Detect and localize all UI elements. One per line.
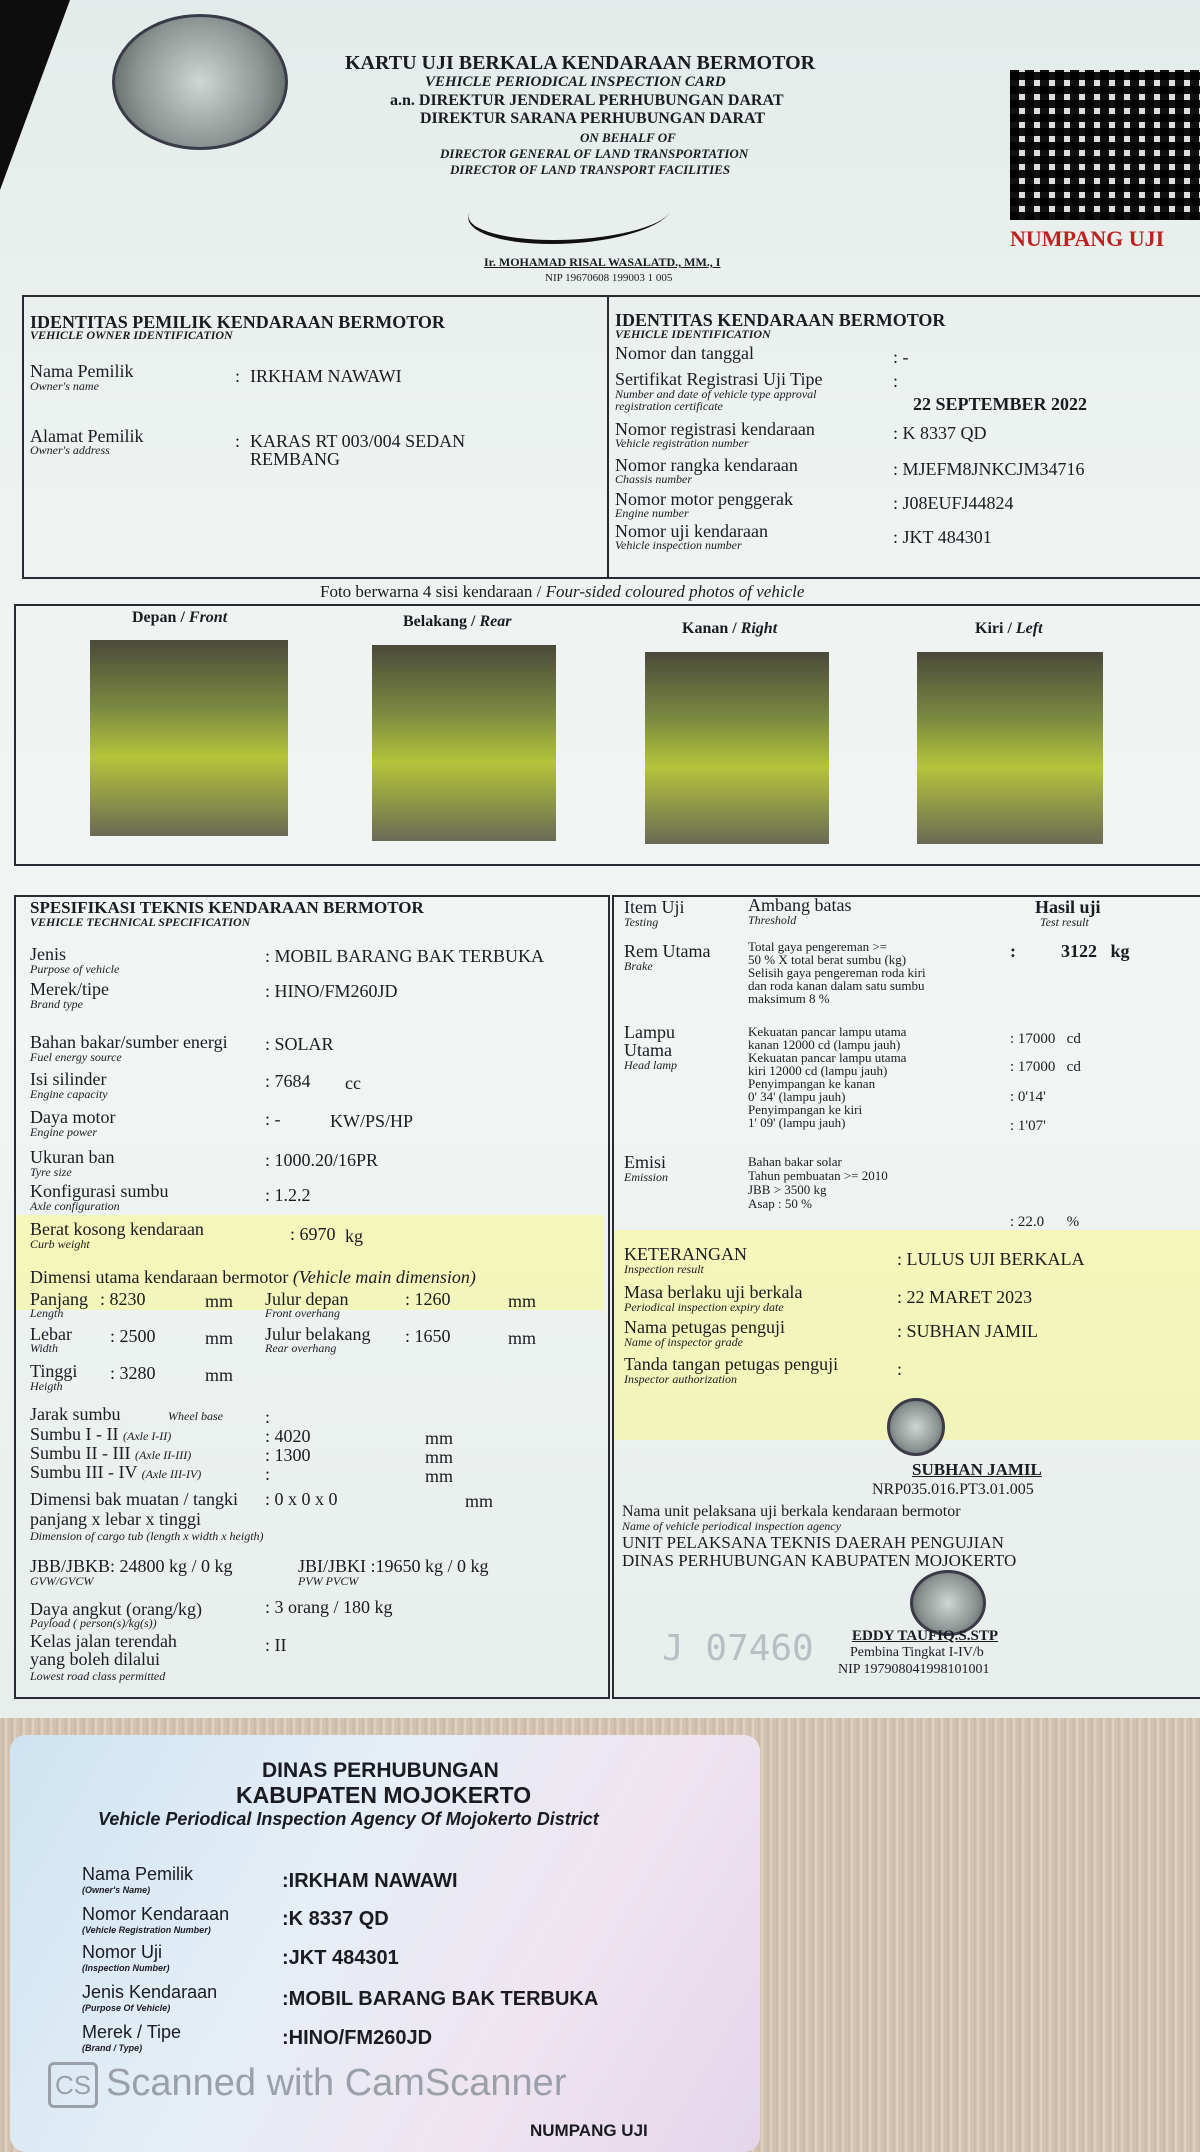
brake-label-en: Brake	[624, 959, 653, 973]
spec-value: : MOBIL BARANG BAK TERBUKA	[265, 946, 545, 966]
authorization-label-en: Inspector authorization	[624, 1372, 737, 1386]
card-row-label: Merek / Tipe	[82, 2022, 182, 2042]
vehicle-id-row-label: Nomor registrasi kendaraan	[615, 419, 815, 439]
spec-label	[30, 1444, 191, 1462]
spec-label: Bahan bakar/sumber energi	[30, 1032, 228, 1052]
qr-code[interactable]	[1010, 70, 1200, 220]
owner-address-label: Alamat Pemilik	[30, 426, 144, 446]
spec-label: Ukuran ban	[30, 1147, 115, 1167]
header-subtitle: VEHICLE PERIODICAL INSPECTION CARD	[425, 74, 726, 90]
agency-head-name: EDDY TAUFIQ.S.STP	[852, 1628, 999, 1644]
truck-photo-rear[interactable]	[372, 645, 556, 841]
spec-value: : -	[265, 1109, 281, 1129]
authorization-label: Tanda tangan petugas penguji	[624, 1354, 839, 1374]
vehicle-id-row-value: : JKT 484301	[893, 527, 992, 547]
vehicle-id-row-label: Nomor uji kendaraan	[615, 521, 768, 541]
inspector-name: SUBHAN JAMIL	[912, 1460, 1042, 1479]
spec-unit: kg	[345, 1226, 363, 1246]
value-text: JKT 484301	[902, 527, 992, 547]
spec-label-en: PVW PVCW	[298, 1574, 359, 1588]
lamp-result-left: : 17000 cd	[1010, 1059, 1081, 1075]
agency-head-nip: NIP 197908041998101001	[838, 1662, 990, 1677]
emission-threshold	[748, 1155, 888, 1211]
spec-value: : 1260	[405, 1289, 451, 1309]
spec-label: yang boleh dilalui	[30, 1649, 160, 1669]
value-text: 1300	[274, 1445, 311, 1465]
spec-label-en: Width	[30, 1341, 59, 1355]
spec-unit: KW/PS/HP	[330, 1111, 414, 1131]
spec-label-en: Engine power	[30, 1125, 97, 1139]
card-row-label: Nama Pemilik	[82, 1864, 194, 1884]
expiry-label-en: Periodical inspection expiry date	[624, 1300, 784, 1314]
spec-label-en: Tyre size	[30, 1165, 72, 1179]
value-text: 4020	[274, 1426, 311, 1446]
vehicle-id-title: IDENTITAS KENDARAAN BERMOTOR	[615, 310, 946, 330]
axle-label: Sumbu III - IV	[30, 1462, 138, 1482]
emission-result: : 22.0 %	[1010, 1214, 1080, 1230]
jbb-label: JBB/JBKB	[30, 1556, 111, 1576]
spec-label-en: Fuel energy source	[30, 1050, 122, 1064]
brake-label: Rem Utama	[624, 941, 711, 961]
vehicle-id-row-label-en: Vehicle inspection number	[615, 538, 742, 552]
header-line6: DIRECTOR OF LAND TRANSPORT FACILITIES	[450, 162, 731, 177]
photo-label-left	[975, 620, 1043, 638]
threshold-line: Kekuatan pancar lampu utama	[748, 1024, 907, 1039]
spec-unit: mm	[205, 1328, 234, 1348]
lamp-threshold	[748, 1025, 906, 1129]
threshold-line: Penyimpangan ke kanan	[748, 1076, 876, 1091]
vehicle-id-row-label-en: Chassis number	[615, 472, 693, 486]
lamp-label-en: Head lamp	[624, 1058, 677, 1072]
card-row-sub: (Brand / Type)	[82, 2043, 143, 2053]
spec-unit: cc	[345, 1073, 361, 1093]
header-title: KARTU UJI BERKALA KENDARAAN BERMOTOR	[345, 52, 816, 74]
emission-label-en: Emission	[624, 1170, 669, 1184]
vehicle-id-title-en: VEHICLE IDENTIFICATION	[615, 327, 771, 341]
spec-value: : 1650	[405, 1326, 451, 1346]
spec-value: : 1300	[265, 1445, 311, 1465]
inspector-nrp: NRP035.016.PT3.01.005	[872, 1481, 1034, 1498]
spec-label-en: Curb weight	[30, 1237, 90, 1251]
serial-number: J 07460	[662, 1628, 814, 1669]
spec-value: : 2500	[110, 1326, 156, 1346]
card-row-value: :IRKHAM NAWAWI	[282, 1870, 458, 1892]
dim-label: Dimensi utama kendaraan bermotor	[30, 1267, 289, 1287]
agency-name-line1: UNIT PELAKSANA TEKNIS DAERAH PENGUJIAN	[622, 1533, 1004, 1552]
dim-label-en: (Vehicle main dimension)	[292, 1267, 476, 1287]
photos-caption	[320, 582, 804, 602]
header-line3: DIREKTUR SARANA PERHUBUNGAN DARAT	[420, 110, 766, 127]
spec-label-en: Wheel base	[168, 1409, 223, 1423]
signer-name: Ir. MOHAMAD RISAL WASALATD., MM., I	[484, 255, 721, 269]
spec-title: SPESIFIKASI TEKNIS KENDARAAN BERMOTOR	[30, 898, 424, 917]
card-row-label: Nomor Kendaraan	[82, 1904, 230, 1924]
spec-label-en: Heigth	[30, 1379, 63, 1393]
threshold-line: Bahan bakar solar	[748, 1154, 842, 1169]
test-header-result: Hasil uji	[1035, 897, 1101, 917]
threshold-line: Penyimpangan ke kiri	[748, 1102, 863, 1117]
test-header-threshold: Ambang batas	[748, 895, 852, 915]
spec-label: Panjang	[30, 1289, 88, 1309]
spec-value: : 3 orang / 180 kg	[265, 1597, 393, 1617]
test-header-item-en: Testing	[624, 915, 659, 929]
label-id: Kanan /	[682, 620, 737, 637]
photo-label-front	[132, 609, 227, 627]
threshold-line: Kekuatan pancar lampu utama	[748, 1050, 907, 1065]
spec-label: Jarak sumbu	[30, 1404, 121, 1424]
photos-caption-en: Four-sided coloured photos of vehicle	[545, 582, 805, 601]
spec-unit: mm	[508, 1328, 537, 1348]
spec-value: : HINO/FM260JD	[265, 981, 398, 1001]
card-row-value: :HINO/FM260JD	[282, 2027, 433, 2049]
label-id: Belakang /	[403, 613, 476, 630]
card-row-label: Jenis Kendaraan	[82, 1982, 218, 2002]
value-text: -	[902, 347, 909, 367]
vehicle-id-row-value: :	[893, 371, 899, 391]
axle-label-en: (Axle III-IV)	[141, 1467, 202, 1481]
spec-label-en: Purpose of vehicle	[30, 962, 120, 976]
threshold-line: JBB > 3500 kg	[748, 1182, 827, 1197]
vehicle-id-row-label: Nomor rangka kendaraan	[615, 455, 798, 475]
numpang-uji-label: NUMPANG UJI	[1010, 226, 1165, 251]
spec-label: panjang x lebar x tinggi	[30, 1509, 201, 1529]
spec-label	[30, 1463, 201, 1481]
test-header-threshold-en: Threshold	[748, 913, 797, 927]
jbi-value: :19650 kg / 0 kg	[370, 1556, 489, 1576]
spec-value: : 8230	[100, 1289, 146, 1309]
camscanner-text: Scanned with CamScanner	[106, 2062, 567, 2105]
threshold-line: kanan 12000 cd (lampu jauh)	[748, 1037, 901, 1052]
truck-photo-front[interactable]	[90, 640, 288, 836]
inspector-label-en: Name of inspector grade	[624, 1335, 743, 1349]
vehicle-id-row-label: Sertifikat Registrasi Uji Tipe	[615, 369, 823, 389]
ministry-seal	[112, 14, 288, 150]
spec-value: : SOLAR	[265, 1034, 334, 1054]
spec-label-en: Length	[30, 1306, 64, 1320]
spec-label-en: Dimension of cargo tub (length x width x heigth)	[30, 1529, 264, 1543]
card-row-value: :JKT 484301	[282, 1947, 399, 1969]
spec-label-en: Axle configuration	[30, 1199, 120, 1213]
spec-unit: mm	[205, 1291, 234, 1311]
spec-value: : 4020	[265, 1426, 311, 1446]
lamp-deviation-right: : 0'14'	[1010, 1089, 1046, 1105]
photo-label-rear	[403, 613, 511, 631]
owner-address-colon: :	[235, 431, 241, 451]
owner-title: IDENTITAS PEMILIK KENDARAAN BERMOTOR	[30, 312, 445, 332]
spec-label-en: Engine capacity	[30, 1087, 108, 1101]
label-en: Front	[188, 609, 228, 626]
threshold-line: Asap : 50 %	[748, 1196, 812, 1211]
card-row-label: Nomor Uji	[82, 1942, 163, 1962]
test-header-result-en: Test result	[1040, 915, 1089, 929]
spec-label-en: Front overhang	[265, 1306, 340, 1320]
vehicle-id-row-label-en: Vehicle registration number	[615, 436, 749, 450]
value-text: J08EUFJ44824	[902, 493, 1014, 513]
owner-address-line2: REMBANG	[250, 449, 341, 469]
spec-unit: mm	[205, 1365, 234, 1385]
card-row-value: :MOBIL BARANG BAK TERBUKA	[282, 1988, 599, 2010]
vehicle-id-row-value: : J08EUFJ44824	[893, 493, 1014, 513]
camscanner-watermark	[48, 2062, 566, 2108]
photo-label-right	[682, 620, 777, 638]
spec-label-en: GVW/GVCW	[30, 1574, 94, 1588]
agency-label-en: Name of vehicle periodical inspection agency	[622, 1519, 841, 1533]
agency-name-line2: DINAS PERHUBUNGAN KABUPATEN MOJOKERTO	[622, 1551, 1017, 1570]
vehicle-id-row-label: Nomor dan tanggal	[615, 343, 754, 363]
owner-address-label-en: Owner's address	[30, 443, 110, 457]
label-en: Rear	[479, 613, 512, 630]
value-text: K 8337 QD	[902, 423, 987, 443]
spec-label: Dimensi bak muatan / tangki	[30, 1489, 238, 1509]
spec-label	[30, 1425, 171, 1443]
card-row-value: :K 8337 QD	[282, 1908, 389, 1930]
vehicle-id-row-value: 22 SEPTEMBER 2022	[913, 394, 1088, 414]
spec-label: Lebar	[30, 1324, 72, 1344]
spec-label-en: Brand type	[30, 997, 83, 1011]
owner-name-colon: :	[235, 366, 241, 386]
spec-label-en: Rear overhang	[265, 1341, 337, 1355]
spec-value: : 7684	[265, 1071, 311, 1091]
test-header-item: Item Uji	[624, 897, 685, 917]
axle-label-en: (Axle II-III)	[134, 1448, 192, 1462]
spec-value: : 0 x 0 x 0	[265, 1489, 338, 1509]
owner-name: IRKHAM NAWAWI	[250, 366, 402, 386]
spec-label-en: Payload ( person(s)/kg(s))	[30, 1616, 157, 1630]
spec-label: Merek/tipe	[30, 979, 109, 999]
spec-label: Tinggi	[30, 1361, 78, 1381]
result-label: KETERANGAN	[624, 1244, 747, 1264]
agency-head-rank: Pembina Tingkat I-IV/b	[850, 1645, 984, 1660]
spec-title-en: VEHICLE TECHNICAL SPECIFICATION	[30, 915, 251, 929]
jbi-label: JBI/JBKI	[298, 1556, 367, 1576]
lamp-result-right: : 17000 cd	[1010, 1031, 1081, 1047]
spec-unit: mm	[465, 1491, 494, 1511]
spec-label: Konfigurasi sumbu	[30, 1181, 169, 1201]
label-id: Depan /	[132, 609, 185, 626]
spec-colon: :	[265, 1464, 271, 1484]
emission-label: Emisi	[624, 1152, 667, 1172]
inspector-value: : SUBHAN JAMIL	[897, 1321, 1039, 1341]
brake-result: : 3122 kg	[1010, 941, 1130, 961]
spec-label: Julur depan	[265, 1289, 349, 1309]
spec-value: : II	[265, 1635, 287, 1655]
vehicle-id-row-value: : MJEFM8JNKCJM34716	[893, 459, 1085, 479]
spec-value: : 3280	[110, 1363, 156, 1383]
result-value: : LULUS UJI BERKALA	[897, 1249, 1085, 1269]
signature-mark	[452, 180, 689, 244]
spec-label: Isi silinder	[30, 1069, 107, 1089]
spec-unit: mm	[425, 1428, 454, 1448]
spec-label	[298, 1557, 489, 1575]
inspector-label: Nama petugas penguji	[624, 1317, 785, 1337]
axle-label: Sumbu II - III	[30, 1443, 131, 1463]
threshold-line: Total gaya pengereman >=	[748, 939, 888, 954]
spec-label: Daya motor	[30, 1107, 116, 1127]
threshold-line: kiri 12000 cd (lampu jauh)	[748, 1063, 888, 1078]
inspector-stamp	[887, 1398, 945, 1456]
spec-label-en: Lowest road class permitted	[30, 1669, 166, 1683]
axle-label: Sumbu I - II	[30, 1424, 119, 1444]
lamp-label: Utama	[624, 1040, 672, 1060]
spec-value: : 6970	[290, 1224, 336, 1244]
label-id: Kiri /	[975, 620, 1012, 637]
spec-label: Jenis	[30, 944, 66, 964]
card-row-sub: (Vehicle Registration Number)	[82, 1925, 211, 1935]
owner-name-label-en: Owner's name	[30, 379, 99, 393]
header-line4: ON BEHALF OF	[580, 130, 676, 145]
spec-label	[30, 1557, 233, 1575]
spec-unit: mm	[425, 1447, 454, 1467]
spec-unit: mm	[425, 1466, 454, 1486]
truck-photo-left[interactable]	[917, 652, 1103, 844]
authorization-colon: :	[897, 1359, 903, 1379]
signer-nip: NIP 19670608 199003 1 005	[545, 272, 673, 284]
card-row-sub: (Owner's Name)	[82, 1885, 151, 1895]
camscanner-icon: CS	[48, 2062, 98, 2108]
result-label-en: Inspection result	[624, 1262, 704, 1276]
threshold-line: dan roda kanan dalam satu sumbu	[748, 978, 925, 993]
spec-dim-title	[30, 1268, 476, 1286]
owner-title-en: VEHICLE OWNER IDENTIFICATION	[30, 328, 233, 342]
card-title-line2: KABUPATEN MOJOKERTO	[236, 1782, 532, 1808]
agency-stamp	[910, 1570, 986, 1636]
spec-label: Berat kosong kendaraan	[30, 1219, 204, 1239]
vehicle-id-row-label-en: Number and date of vehicle type approval registration certificate	[615, 387, 817, 413]
card-numpang-uji: NUMPANG UJI	[530, 2121, 648, 2140]
vehicle-id-row-label: Nomor motor penggerak	[615, 489, 793, 509]
spec-label: Julur belakang	[265, 1324, 371, 1344]
photos-caption-id: Foto berwarna 4 sisi kendaraan /	[320, 582, 542, 601]
truck-photo-right[interactable]	[645, 652, 829, 844]
vehicle-id-row-value: : -	[893, 347, 909, 367]
expiry-value: : 22 MARET 2023	[897, 1287, 1033, 1307]
threshold-line: 1' 09' (lampu jauh)	[748, 1115, 846, 1130]
label-en: Right	[740, 620, 778, 637]
label-en: Left	[1015, 620, 1043, 637]
lamp-deviation-left: : 1'07'	[1010, 1118, 1046, 1134]
spec-value: : 1.2.2	[265, 1185, 311, 1205]
header-line5: DIRECTOR GENERAL OF LAND TRANSPORTATION	[440, 146, 749, 161]
card-title-line3: Vehicle Periodical Inspection Agency Of Mojokerto District	[98, 1809, 599, 1829]
agency-label: Nama unit pelaksana uji berkala kendaraan bermotor	[622, 1503, 961, 1520]
axle-label-en: (Axle I-II)	[123, 1429, 172, 1443]
owner-address-line1: KARAS RT 003/004 SEDAN	[250, 431, 466, 451]
vehicle-id-row-value: : K 8337 QD	[893, 423, 987, 443]
card-title-line1: DINAS PERHUBUNGAN	[262, 1759, 499, 1782]
dark-corner	[0, 0, 70, 190]
threshold-line: maksimum 8 %	[748, 991, 830, 1006]
spec-colon: :	[265, 1407, 271, 1427]
spec-label: Kelas jalan terendah	[30, 1631, 177, 1651]
header-line2: a.n. DIREKTUR JENDERAL PERHUBUNGAN DARAT	[390, 92, 784, 109]
value-text: MJEFM8JNKCJM34716	[902, 459, 1085, 479]
spec-value: : 1000.20/16PR	[265, 1150, 379, 1170]
threshold-line: 50 % X total berat sumbu (kg)	[748, 952, 907, 967]
card-row-sub: (Purpose Of Vehicle)	[82, 2003, 171, 2013]
jbb-value: : 24800 kg / 0 kg	[110, 1556, 233, 1576]
threshold-line: 0' 34' (lampu jauh)	[748, 1089, 846, 1104]
expiry-label: Masa berlaku uji berkala	[624, 1282, 803, 1302]
spec-label: Daya angkut (orang/kg)	[30, 1599, 202, 1619]
owner-name-label: Nama Pemilik	[30, 361, 134, 381]
threshold-line: Selisih gaya pengereman roda kiri	[748, 965, 926, 980]
threshold-line: Tahun pembuatan >= 2010	[748, 1168, 888, 1183]
brake-threshold	[748, 940, 926, 1005]
lamp-label: Lampu	[624, 1022, 675, 1042]
card-row-sub: (Inspection Number)	[82, 1963, 170, 1973]
spec-unit: mm	[508, 1291, 537, 1311]
vehicle-id-row-label-en: Engine number	[615, 506, 689, 520]
